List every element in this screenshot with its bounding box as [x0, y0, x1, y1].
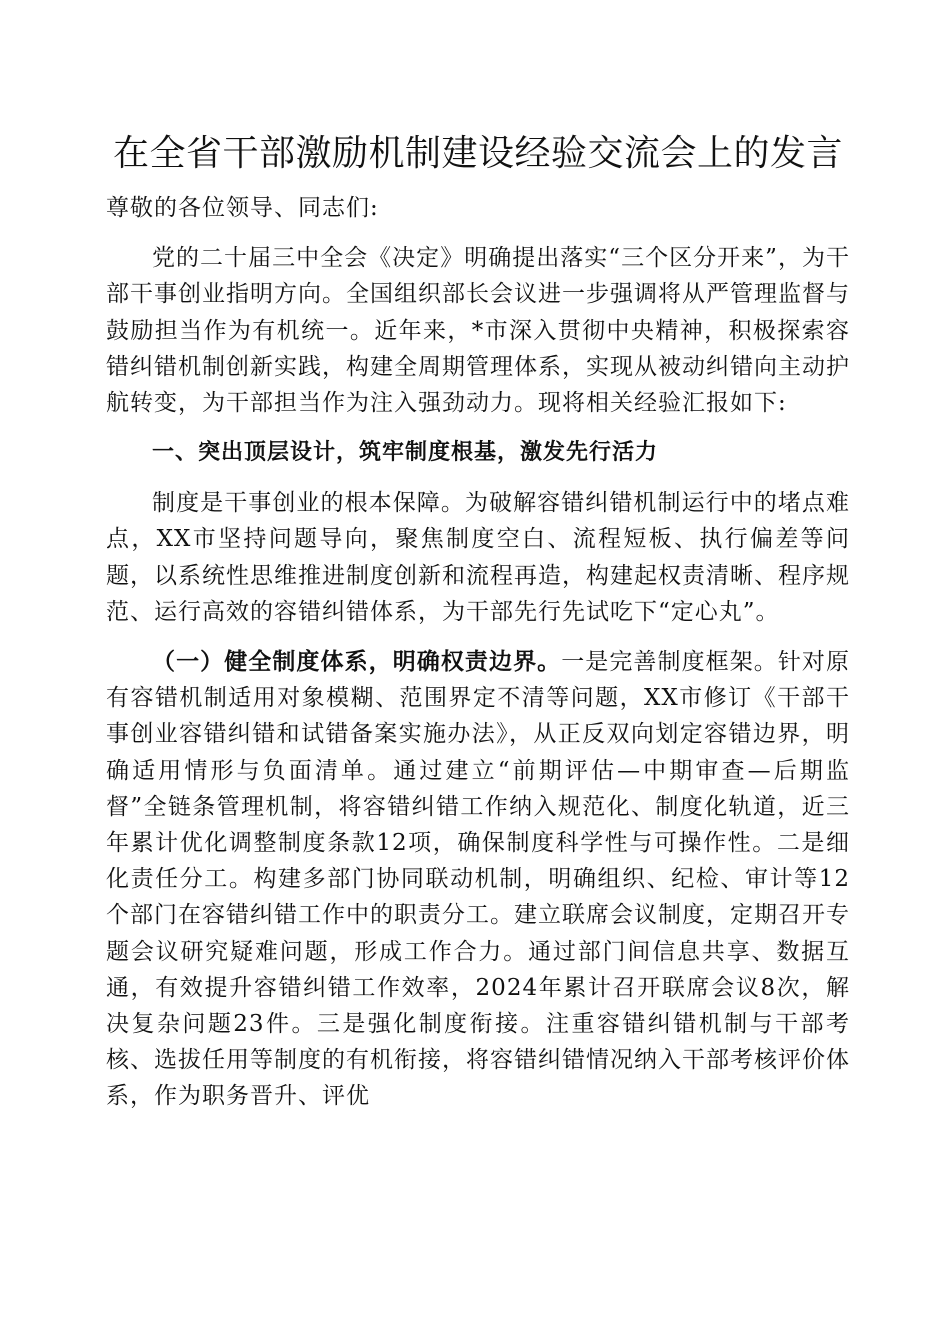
subsection-1-body: 一是完善制度框架。针对原有容错机制适用对象模糊、范围界定不清等问题，XX市修订《干部干事创业容错纠错和试错备案实施办法》，从正反双向划定容错边界，明确适用情形与负面清单。通过建立“前期评估—中期审查—后期监督”全链条管理机制，将容错纠错工作纳入规范化、制度化轨道，近三年累计优化调整制度条款12项，确保制度科学性与可操作性。二是细化责任分工。构建多部门协同联动机制，明确组织、纪检、审计等12个部门在容错纠错工作中的职责分工。建立联席会议制度，定期召开专题会议研究疑难问题，形成工作合力。通过部门间信息共享、数据互通，有效提升容错纠错工作效率，2024年累计召开联席会议8次，解决复杂问题23件。三是强化制度衔接。注重容错纠错机制与干部考核、选拔任用等制度的有机衔接，将容错纠错情况纳入干部考核评价体系，作为职务晋升、评优 [106, 649, 851, 1110]
subsection-1-heading: （一）健全制度体系，明确权责边界。 [152, 649, 562, 676]
section-1-paragraph: 制度是干事创业的根本保障。为破解容错纠错机制运行中的堵点难点，XX市坚持问题导向，聚焦制度空白、流程短板、执行偏差等问题，以系统性思维推进制度创新和流程再造，构建起权责清晰、程序规范、运行高效的容错纠错体系，为干部先行先试吃下“定心丸”。 [106, 490, 850, 625]
document-title: 在全省干部激励机制建设经验交流会上的发言 [112, 133, 843, 174]
intro-paragraph: 党的二十届三中全会《决定》明确提出落实“三个区分开来”，为干部干事创业指明方向。全国组织部长会议进一步强调将从严管理监督与鼓励担当作为有机统一。近年来，*市深入贯彻中央精神，积极探索容错纠错机制创新实践，构建全周期管理体系，实现从被动纠错向主动护航转变，为干部担当作为注入强劲动力。现将相关经验汇报如下: [106, 245, 850, 417]
greeting: 尊敬的各位领导、同志们: [106, 195, 379, 221]
section-heading-1: 一、突出顶层设计，筑牢制度根基，激发先行活力 [152, 440, 659, 466]
subsection-1-paragraph [106, 644, 850, 1115]
